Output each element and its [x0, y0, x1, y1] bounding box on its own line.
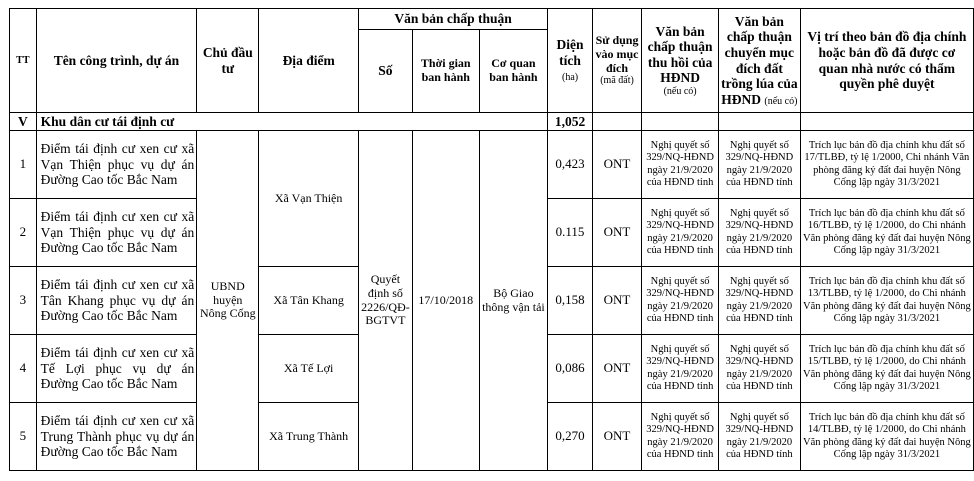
- row-usage: ONT: [592, 335, 641, 403]
- header-area-unit: (ha): [561, 72, 579, 84]
- row-map-location: Trích lục bản đồ địa chính khu đất số 16/TLBĐ, tỷ lệ 1/2000, do Chi nhánh Văn phòng đăng ký đất đai huyện Nông Cống lập ngày 31/3/2021: [800, 199, 973, 267]
- section-empty-recovery: [642, 113, 719, 131]
- header-location: Địa điểm: [259, 9, 359, 113]
- table-row: [10, 131, 974, 199]
- header-usage-label: Sử dụng vào mục đích: [595, 33, 639, 75]
- header-issue-date: Thời gian ban hành: [412, 30, 479, 113]
- row-recovery: Nghị quyết số 329/NQ-HĐND ngày 21/9/2020 của HĐND tỉnh: [642, 335, 719, 403]
- row-investor: UBND huyện Nông Cống: [197, 131, 259, 471]
- header-usage-unit: (mã đất): [600, 75, 634, 87]
- header-investor: Chủ đầu tư: [197, 9, 259, 113]
- row-area: 0,158: [548, 267, 593, 335]
- row-location: Xã Tế Lợi: [259, 335, 359, 403]
- header-tt: TT: [10, 9, 37, 113]
- row-issue-date: 17/10/2018: [412, 131, 479, 471]
- section-row: [10, 113, 974, 131]
- section-empty-map: [800, 113, 973, 131]
- header-area-label: Diện tích: [556, 37, 584, 68]
- row-recovery: Nghị quyết số 329/NQ-HĐND ngày 21/9/2020 của HĐND tỉnh: [642, 131, 719, 199]
- document-page: [9, 8, 974, 471]
- row-map-location: Trích lục bản đồ địa chính khu đất số 13/TLBĐ, tỷ lệ 1/2000, do Chi nhánh Văn phòng đăng ký đất đai huyện Nông Cống lập ngày 31/3/2021: [800, 267, 973, 335]
- row-tt: 2: [10, 199, 37, 267]
- row-location: Xã Vạn Thiện: [259, 131, 359, 267]
- row-conversion: Nghị quyết số 329/NQ-HĐND ngày 21/9/2020 của HĐND tỉnh: [719, 131, 801, 199]
- row-map-location: Trích lục bản đồ địa chính khu đất số 17/TLBĐ, tỷ lệ 1/2000, Chi nhánh Văn phòng đăng ký đất đai huyện Nông Cống lập ngày 31/3/2021: [800, 131, 973, 199]
- header-approval-group: Văn bản chấp thuận: [358, 9, 547, 30]
- header-conversion: [719, 9, 801, 113]
- row-map-location: Trích lục bản đồ địa chính khu đất số 15/TLBĐ, tỷ lệ 1/2000, do Chi nhánh Văn phòng đăng ký đất đai huyện Nông Cống lập ngày 31/3/2021: [800, 335, 973, 403]
- row-recovery: Nghị quyết số 329/NQ-HĐND ngày 21/9/2020 của HĐND tỉnh: [642, 403, 719, 471]
- section-index: V: [10, 113, 37, 131]
- header-recovery-note: (nếu có): [663, 85, 697, 97]
- row-conversion: Nghị quyết số 329/NQ-HĐND ngày 21/9/2020 của HĐND tỉnh: [719, 335, 801, 403]
- row-conversion: Nghị quyết số 329/NQ-HĐND ngày 21/9/2020 của HĐND tỉnh: [719, 199, 801, 267]
- row-area: 0.115: [548, 199, 593, 267]
- row-project-name: Điểm tái định cư xen cư xã Tân Khang phục vụ dự án Đường Cao tốc Bắc Nam: [36, 267, 197, 335]
- header-recovery-label: Văn bản chấp thuận thu hồi của HĐND: [647, 23, 713, 86]
- header-row-top: [10, 9, 974, 30]
- row-map-location: Trích lục bản đồ địa chính khu đất số 14/TLBĐ, tỷ lệ 1/2000, do Chi nhánh Văn phòng đăng ký đất đai huyện Nông Cống lập ngày 31/3/2021: [800, 403, 973, 471]
- row-project-name: Điểm tái định cư xen cư xã Vạn Thiện phục vụ dự án Đường Cao tốc Bắc Nam: [36, 199, 197, 267]
- row-area: 0,270: [548, 403, 593, 471]
- section-empty-conversion: [719, 113, 801, 131]
- header-conversion-label: Văn bản chấp thuận chuyển mục đích đất trồng lúa của HĐND: [721, 13, 798, 107]
- header-project: Tên công trình, dự án: [36, 9, 197, 113]
- row-area: 0,086: [548, 335, 593, 403]
- section-name: Khu dân cư tái định cư: [36, 113, 548, 131]
- row-usage: ONT: [592, 403, 641, 471]
- row-tt: 4: [10, 335, 37, 403]
- section-area: 1,052: [548, 113, 593, 131]
- row-location: Xã Tân Khang: [259, 267, 359, 335]
- header-issuing-agency: Cơ quan ban hành: [479, 30, 548, 113]
- header-number: Số: [358, 30, 412, 113]
- row-area: 0,423: [548, 131, 593, 199]
- header-recovery: [642, 9, 719, 113]
- row-conversion: Nghị quyết số 329/NQ-HĐND ngày 21/9/2020 của HĐND tỉnh: [719, 267, 801, 335]
- row-usage: ONT: [592, 199, 641, 267]
- land-use-table: [9, 8, 974, 471]
- row-decision-number: Quyết định số 2226/QĐ-BGTVT: [358, 131, 412, 471]
- section-empty-usage: [592, 113, 641, 131]
- row-recovery: Nghị quyết số 329/NQ-HĐND ngày 21/9/2020 của HĐND tỉnh: [642, 199, 719, 267]
- row-tt: 1: [10, 131, 37, 199]
- header-usage: [592, 9, 641, 113]
- row-project-name: Điểm tái định cư xen cư xã Trung Thành phục vụ dự án Đường Cao tốc Bắc Nam: [36, 403, 197, 471]
- row-tt: 3: [10, 267, 37, 335]
- row-usage: ONT: [592, 131, 641, 199]
- row-recovery: Nghị quyết số 329/NQ-HĐND ngày 21/9/2020 của HĐND tỉnh: [642, 267, 719, 335]
- header-area: [548, 9, 593, 113]
- row-issuing-agency: Bộ Giao thông vận tải: [479, 131, 548, 471]
- row-tt: 5: [10, 403, 37, 471]
- row-usage: ONT: [592, 267, 641, 335]
- header-conversion-note: (nếu có): [764, 95, 798, 107]
- row-conversion: Nghị quyết số 329/NQ-HĐND ngày 21/9/2020 của HĐND tỉnh: [719, 403, 801, 471]
- header-map: Vị trí theo bản đồ địa chính hoặc bản đồ đã được cơ quan nhà nước có thẩm quyền phê duyệt: [800, 9, 973, 113]
- row-location: Xã Trung Thành: [259, 403, 359, 471]
- row-project-name: Điểm tái định cư xen cư xã Tế Lợi phục vụ dự án Đường Cao tốc Bắc Nam: [36, 335, 197, 403]
- row-project-name: Điểm tái định cư xen cư xã Vạn Thiện phục vụ dự án Đường Cao tốc Bắc Nam: [36, 131, 197, 199]
